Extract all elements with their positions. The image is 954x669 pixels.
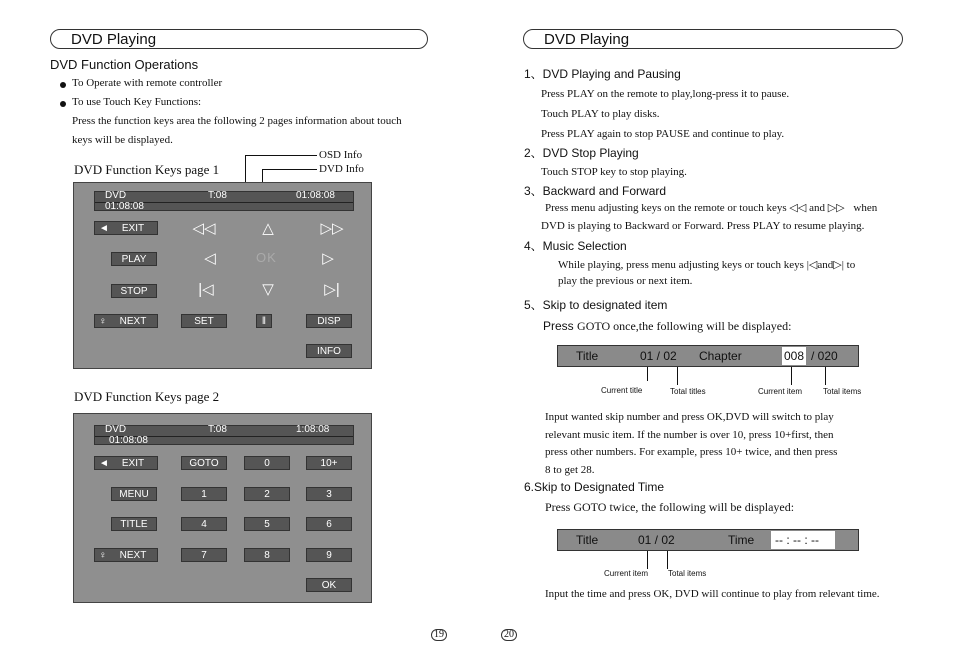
next-track-icon[interactable]: ▷| <box>324 281 340 298</box>
bar1-chapter-label: Chapter <box>699 349 742 363</box>
bullet-dot <box>60 101 66 107</box>
panel1-info-header <box>94 191 354 211</box>
label-total-items: Total items <box>823 387 862 396</box>
s4-line1: While playing, press menu adjusting keys or touch keys |◁and▷| to <box>558 259 856 271</box>
tick-line <box>791 367 792 385</box>
digit-1-button[interactable]: 1 <box>181 487 227 501</box>
up-arrow-icon[interactable]: △ <box>262 220 274 237</box>
previous-icon[interactable]: |◁ <box>198 281 214 298</box>
digit-8-button[interactable]: 8 <box>244 548 290 562</box>
bullet-2: To use Touch Key Functions: <box>72 96 202 108</box>
osd-leader-h <box>245 155 317 156</box>
panel2-info-header <box>94 425 354 445</box>
previous-icon: |◁ <box>806 259 818 271</box>
digit-7-button[interactable]: 7 <box>181 548 227 562</box>
next-track-icon: ▷| <box>833 259 844 271</box>
bullet-dot <box>60 82 66 88</box>
bulb-icon: ♀ <box>99 316 107 327</box>
s2-line1: Touch STOP key to stop playing. <box>541 166 687 178</box>
s5-para4: 8 to get 28. <box>545 464 595 476</box>
left-subheading: DVD Function Operations <box>50 57 199 72</box>
bar2-time-value[interactable]: -- : -- : -- <box>771 531 835 549</box>
panel1-time: 01:08:08 <box>296 190 335 201</box>
goto-chapter-bar <box>557 345 859 367</box>
s5-para2: relevant music item. If the number is over 10, press 10+first, then <box>545 429 834 441</box>
stop-button[interactable]: STOP <box>111 284 157 298</box>
left-arrow-icon[interactable]: ◁ <box>204 250 216 267</box>
label-total-items-2: Total items <box>668 569 707 578</box>
touch-panel-page2 <box>73 413 372 603</box>
ok-glyph[interactable]: OK <box>256 250 277 265</box>
bulb-icon: ♀ <box>99 550 107 561</box>
tick-line <box>825 367 826 385</box>
label-current-item: Current item <box>758 387 803 396</box>
s5-para3: press other numbers. For example, press 10+ twice, and then press <box>545 446 838 458</box>
right-arrow-icon[interactable]: ▷ <box>322 250 334 267</box>
tick-line <box>647 367 648 381</box>
rewind-icon: ◁◁ <box>789 202 807 214</box>
fast-forward-icon: ▷▷ <box>827 202 845 214</box>
label-current-item-2: Current item <box>604 569 649 578</box>
bar2-title-number: 01 / 02 <box>638 533 675 547</box>
s4-line2: play the previous or next item. <box>558 275 693 287</box>
page-number-left: 19 <box>431 629 447 641</box>
page2-title: DVD Function Keys page 2 <box>74 389 220 404</box>
next-button[interactable]: ♀ NEXT <box>94 314 158 328</box>
panel2-dvd-label: DVD <box>105 424 127 435</box>
tick-line <box>677 367 678 385</box>
touch-panel-page1 <box>73 182 372 369</box>
info-button[interactable]: INFO <box>306 344 352 358</box>
page-number-right: 20 <box>501 629 517 641</box>
dvd-info-callout: DVD Info <box>319 163 364 175</box>
s6-intro: Press GOTO twice, the following will be displayed: <box>545 500 795 514</box>
down-arrow-icon[interactable]: ▽ <box>262 281 274 298</box>
s1-line3: Press PLAY again to stop PAUSE and continue to play. <box>541 128 785 140</box>
panel1-dvd-label: DVD <box>105 190 127 201</box>
bar2-title-label: Title <box>576 533 599 547</box>
section-2-heading: 2、DVD Stop Playing <box>524 146 639 160</box>
left-triangle-icon: ◄ <box>99 458 109 469</box>
digit-5-button[interactable]: 5 <box>244 517 290 531</box>
bar1-current-chapter[interactable]: 008 <box>784 349 805 363</box>
right-section-header: DVD Playing <box>523 29 903 49</box>
title-button[interactable]: TITLE <box>111 517 157 531</box>
section-5-heading: 5、Skip to designated item <box>524 298 668 312</box>
s3-line1: Press menu adjusting keys on the remote or touch keys ◁◁ and ▷▷ when <box>545 202 878 214</box>
exit-button[interactable]: ◄ EXIT <box>94 221 158 235</box>
left-triangle-icon: ◄ <box>99 223 109 234</box>
panel1-elapsed: 01:08:08 <box>105 201 144 212</box>
set-button[interactable]: SET <box>181 314 227 328</box>
label-current-title: Current title <box>601 386 643 395</box>
section-3-heading: 3、Backward and Forward <box>524 184 667 198</box>
dvd-leader-h <box>262 169 317 170</box>
left-paragraph-line1: Press the function keys area the following 2 pages information about touch <box>72 115 402 127</box>
pause-button[interactable] <box>256 314 272 328</box>
osd-info-callout: OSD Info <box>319 149 363 161</box>
section-4-heading: 4、Music Selection <box>524 239 627 253</box>
bar1-title-label: Title <box>576 349 599 363</box>
digit-2-button[interactable]: 2 <box>244 487 290 501</box>
digit-9-button[interactable]: 9 <box>306 548 352 562</box>
ok-button[interactable]: OK <box>306 578 352 592</box>
digit-0-button[interactable]: 0 <box>244 456 290 470</box>
label-total-titles: Total titles <box>670 387 706 396</box>
panel2-track: T:08 <box>208 424 227 435</box>
panel2-elapsed: 01:08:08 <box>109 435 148 446</box>
fast-forward-icon[interactable]: ▷▷ <box>320 220 344 237</box>
bar1-total-chapters: / 020 <box>811 349 838 363</box>
s5-intro: Press GOTO once,the following will be displayed: <box>543 319 792 333</box>
panel2-time: 1:08:08 <box>296 424 330 435</box>
bar1-title-number: 01 / 02 <box>640 349 677 363</box>
goto-button[interactable]: GOTO <box>181 456 227 470</box>
left-section-header: DVD Playing <box>50 29 428 49</box>
ten-plus-button[interactable]: 10+ <box>306 456 352 470</box>
bullet-1: To Operate with remote controller <box>72 77 223 89</box>
menu-button[interactable]: MENU <box>111 487 157 501</box>
tick-line <box>667 551 668 569</box>
left-paragraph-line2: keys will be displayed. <box>72 134 173 146</box>
s5-para1: Input wanted skip number and press OK,DVD will switch to play <box>545 411 834 423</box>
section-6-heading: 6.Skip to Designated Time <box>524 480 665 494</box>
digit-4-button[interactable]: 4 <box>181 517 227 531</box>
next-button[interactable]: ♀ NEXT <box>94 548 158 562</box>
digit-6-button[interactable]: 6 <box>306 517 352 531</box>
s1-line1: Press PLAY on the remote to play,long-press it to pause. <box>541 88 790 100</box>
panel1-track: T:08 <box>208 190 227 201</box>
goto-time-bar <box>557 529 859 551</box>
digit-3-button[interactable]: 3 <box>306 487 352 501</box>
tick-line <box>647 551 648 569</box>
page1-title: DVD Function Keys page 1 <box>74 162 220 177</box>
rewind-icon[interactable]: ◁◁ <box>192 220 216 237</box>
disp-button[interactable]: DISP <box>306 314 352 328</box>
s1-line2: Touch PLAY to play disks. <box>541 108 660 120</box>
s6-para1: Input the time and press OK, DVD will continue to play from relevant time. <box>545 588 880 600</box>
exit-button[interactable]: ◄ EXIT <box>94 456 158 470</box>
bar2-time-label: Time <box>728 533 755 547</box>
section-1-heading: 1、DVD Playing and Pausing <box>524 67 681 81</box>
play-button[interactable]: PLAY <box>111 252 157 266</box>
s3-line2: DVD is playing to Backward or Forward. Press PLAY to resume playing. <box>541 220 865 232</box>
pause-icon: ‖ <box>261 316 267 327</box>
